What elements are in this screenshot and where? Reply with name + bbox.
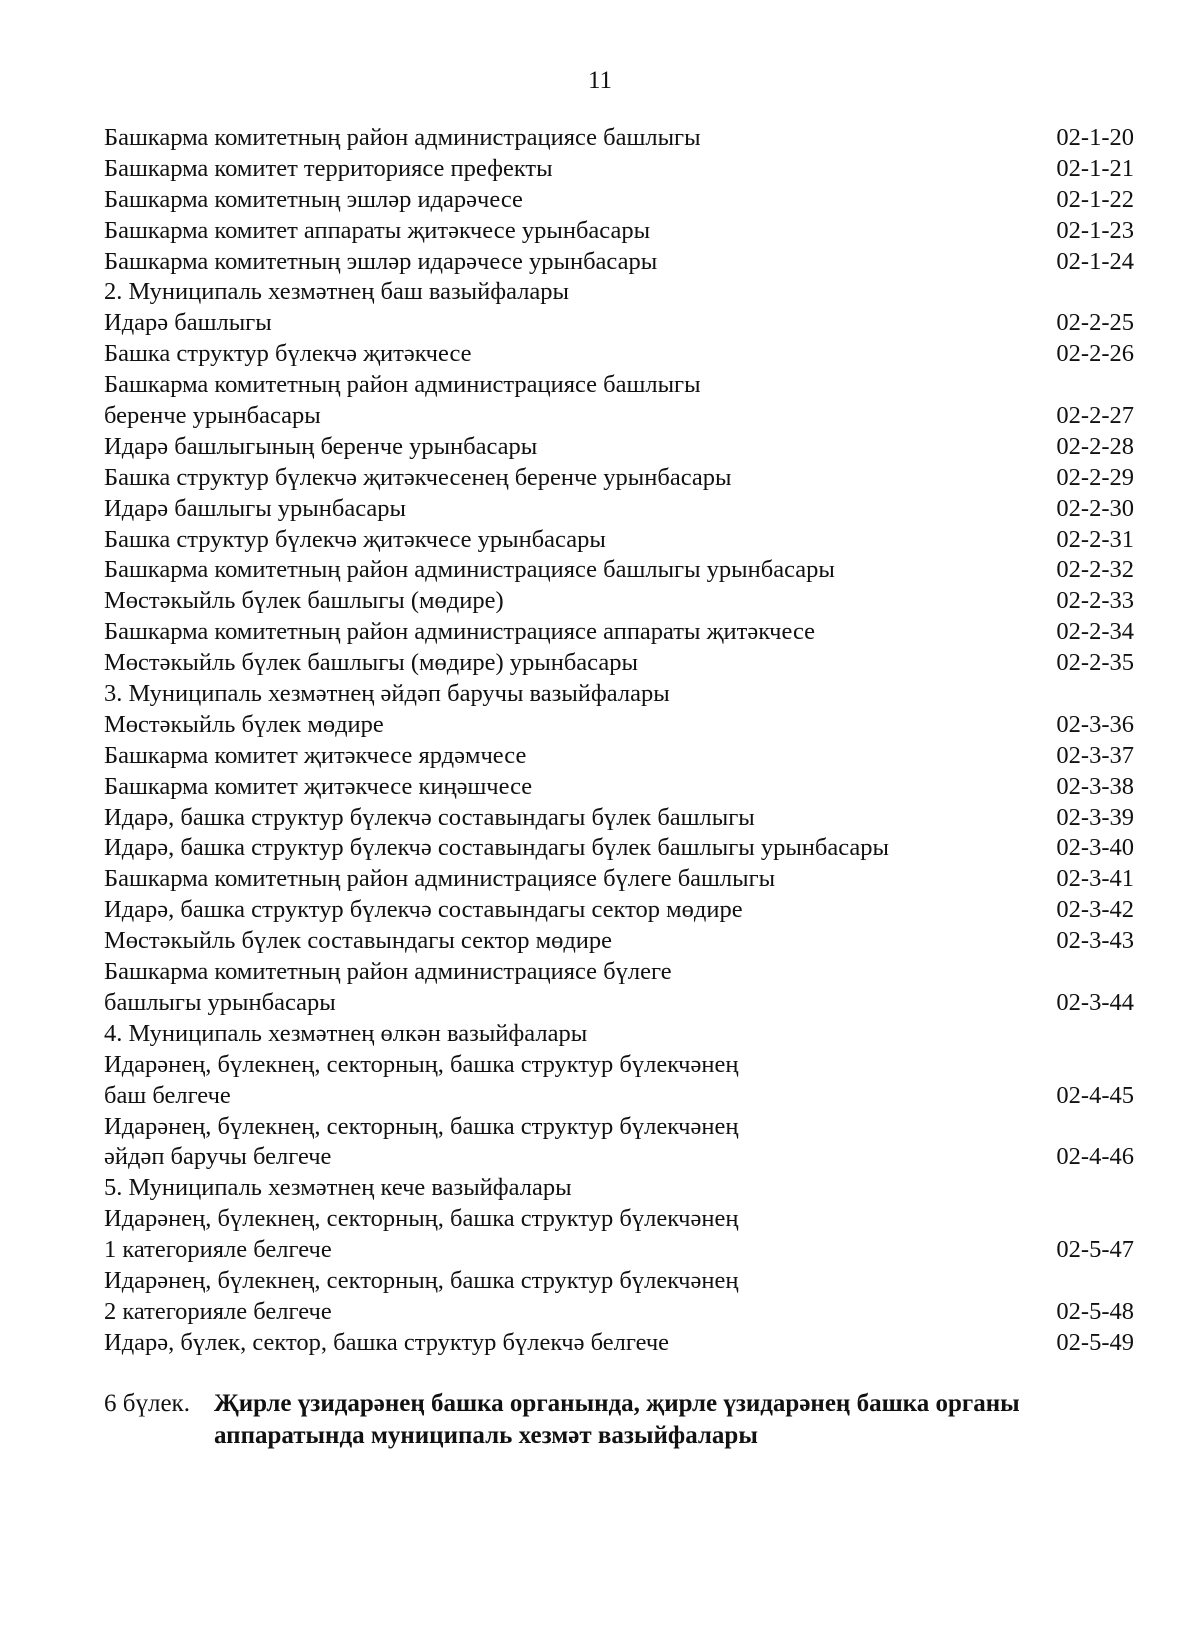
position-row (104, 1142, 1134, 1173)
chapter-title: Җирле үзидарәнең башка органында, җирле үзидарәнең башка органы аппаратында муниципаль хезмәт вазыйфалары (214, 1390, 1020, 1449)
position-list (104, 123, 1134, 1359)
position-row (104, 772, 1134, 803)
position-code: 02-3-38 (1056, 772, 1134, 800)
position-code: 02-3-37 (1056, 741, 1134, 769)
position-title: 4. Муниципаль хезмәтнең өлкән вазыйфалары (104, 1019, 588, 1047)
position-row (104, 617, 1134, 648)
position-code: 02-2-34 (1056, 618, 1134, 646)
position-code: 02-2-33 (1056, 587, 1134, 615)
position-row (104, 648, 1134, 679)
position-title: Башкарма комитетның район администрациясе башлыгы (104, 371, 701, 399)
position-row (104, 1081, 1134, 1112)
position-title: 5. Муниципаль хезмәтнең кече вазыйфалары (104, 1174, 572, 1202)
position-row (104, 1204, 1134, 1235)
position-code: 02-2-31 (1056, 525, 1134, 553)
position-title: 3. Муниципаль хезмәтнең әйдәп баручы вазыйфалары (104, 680, 670, 708)
position-title: 2. Муниципаль хезмәтнең баш вазыйфалары (104, 278, 570, 306)
position-title: баш белгече (104, 1081, 231, 1109)
position-row (104, 1328, 1134, 1359)
position-row (104, 1235, 1134, 1266)
position-row (104, 741, 1134, 772)
position-row (104, 154, 1134, 185)
position-row (104, 370, 1134, 401)
position-title: Башка структур бүлекчә җитәкчесе урынбасары (104, 525, 606, 553)
position-row (104, 1112, 1134, 1143)
position-code: 02-2-29 (1056, 463, 1134, 491)
position-title: Башкарма комитетның район администрациясе башлыгы (104, 124, 701, 151)
position-title: Башкарма комитетның район администрациясе бүлеге (104, 958, 672, 986)
position-title: Башкарма комитетның район администрациясе аппараты җитәкчесе (104, 618, 816, 646)
position-row (104, 1019, 1134, 1050)
position-code: 02-1-24 (1056, 247, 1134, 275)
position-title: Идарәнең, бүлекнең, секторның, башка структур бүлекчәнең (104, 1266, 739, 1294)
position-row (104, 710, 1134, 741)
position-title: Идарә, башка структур бүлекчә составындагы бүлек башлыгы (104, 803, 755, 831)
position-title: 1 категорияле белгече (104, 1236, 332, 1264)
position-code: 02-3-43 (1056, 927, 1134, 955)
position-code: 02-2-25 (1056, 309, 1134, 337)
position-code: 02-4-45 (1056, 1081, 1134, 1109)
position-row (104, 1173, 1134, 1204)
position-title: Башкарма комитет җитәкчесе ярдәмчесе (104, 741, 527, 769)
position-title: Идарә, бүлек, сектор, башка структур бүлекчә белгече (104, 1328, 670, 1356)
position-code: 02-3-40 (1056, 834, 1134, 862)
position-title: Идарәнең, бүлекнең, секторның, башка структур бүлекчәнең (104, 1112, 739, 1140)
position-code: 02-1-21 (1056, 154, 1134, 182)
position-title: Идарә башлыгы (104, 309, 272, 337)
position-row (104, 401, 1134, 432)
position-code: 02-3-39 (1056, 803, 1134, 831)
position-title: беренче урынбасары (104, 402, 321, 430)
position-code: 02-5-47 (1056, 1236, 1134, 1264)
position-title: Идарә, башка структур бүлекчә составындагы бүлек башлыгы урынбасары (104, 834, 890, 862)
position-row (104, 494, 1134, 525)
position-row (104, 216, 1134, 247)
position-row (104, 895, 1134, 926)
chapter-label: 6 бүлек. (104, 1390, 190, 1417)
position-title: Идарәнең, бүлекнең, секторның, башка структур бүлекчәнең (104, 1205, 739, 1233)
position-code: 02-2-26 (1056, 340, 1134, 368)
position-row (104, 1050, 1134, 1081)
position-code: 02-5-49 (1056, 1328, 1134, 1356)
position-row (104, 339, 1134, 370)
position-row (104, 586, 1134, 617)
position-code: 02-3-36 (1056, 710, 1134, 738)
position-title: Башка структур бүлекчә җитәкчесе (104, 340, 472, 368)
position-title: Идарә башлыгының беренче урынбасары (104, 432, 538, 460)
position-row (104, 1297, 1134, 1328)
position-row (104, 277, 1134, 308)
position-title: Мөстәкыйль бүлек мөдире (104, 710, 384, 738)
position-code: 02-2-35 (1056, 649, 1134, 677)
position-row (104, 679, 1134, 710)
position-row (104, 123, 1134, 154)
position-title: Башкарма комитетның район администрациясе башлыгы урынбасары (104, 556, 835, 584)
position-code: 02-3-44 (1056, 988, 1134, 1016)
position-code: 02-2-27 (1056, 402, 1134, 430)
position-row (104, 988, 1134, 1019)
position-title: башлыгы урынбасары (104, 988, 336, 1016)
position-row (104, 185, 1134, 216)
position-code: 02-2-32 (1056, 556, 1134, 584)
position-code: 02-3-42 (1056, 896, 1134, 924)
position-title: Идарә башлыгы урынбасары (104, 494, 406, 522)
position-title: Башкарма комитетның эшләр идарәчесе (104, 185, 523, 213)
position-code: 02-2-28 (1056, 432, 1134, 460)
position-title: Башкарма комитет җитәкчесе киңәшчесе (104, 772, 533, 800)
position-code: 02-3-41 (1056, 865, 1134, 893)
position-title: Мөстәкыйль бүлек составындагы сектор мөдире (104, 927, 613, 955)
position-row (104, 463, 1134, 494)
position-row (104, 555, 1134, 586)
position-row (104, 957, 1134, 988)
position-title: 2 категорияле белгече (104, 1297, 332, 1325)
position-title: Башкарма комитет аппараты җитәкчесе урынбасары (104, 216, 651, 244)
position-row (104, 833, 1134, 864)
position-row (104, 803, 1134, 834)
position-code: 02-1-20 (1056, 124, 1134, 151)
position-title: Мөстәкыйль бүлек башлыгы (мөдире) (104, 587, 504, 615)
position-row (104, 926, 1134, 957)
position-row (104, 525, 1134, 556)
chapter-heading (104, 1388, 1144, 1452)
position-row (104, 247, 1134, 278)
page-number: 11 (587, 67, 613, 94)
position-row (104, 308, 1134, 339)
position-title: Башкарма комитет территориясе префекты (104, 154, 553, 182)
position-code: 02-1-23 (1056, 216, 1134, 244)
position-code: 02-1-22 (1056, 185, 1134, 213)
position-code: 02-5-48 (1056, 1297, 1134, 1325)
position-title: Башкарма комитетның район администрациясе бүлеге башлыгы (104, 865, 776, 893)
position-code: 02-4-46 (1056, 1143, 1134, 1171)
position-title: Башкарма комитетның эшләр идарәчесе урынбасары (104, 247, 658, 275)
position-row (104, 1266, 1134, 1297)
position-row (104, 864, 1134, 895)
position-row (104, 432, 1134, 463)
position-title: Идарә, башка структур бүлекчә составындагы сектор мөдире (104, 896, 743, 924)
position-title: Башка структур бүлекчә җитәкчесенең беренче урынбасары (104, 463, 732, 491)
position-title: әйдәп баручы белгече (104, 1143, 332, 1171)
position-title: Идарәнең, бүлекнең, секторның, башка структур бүлекчәнең (104, 1050, 739, 1078)
position-code: 02-2-30 (1056, 494, 1134, 522)
position-title: Мөстәкыйль бүлек башлыгы (мөдире) урынбасары (104, 649, 638, 677)
